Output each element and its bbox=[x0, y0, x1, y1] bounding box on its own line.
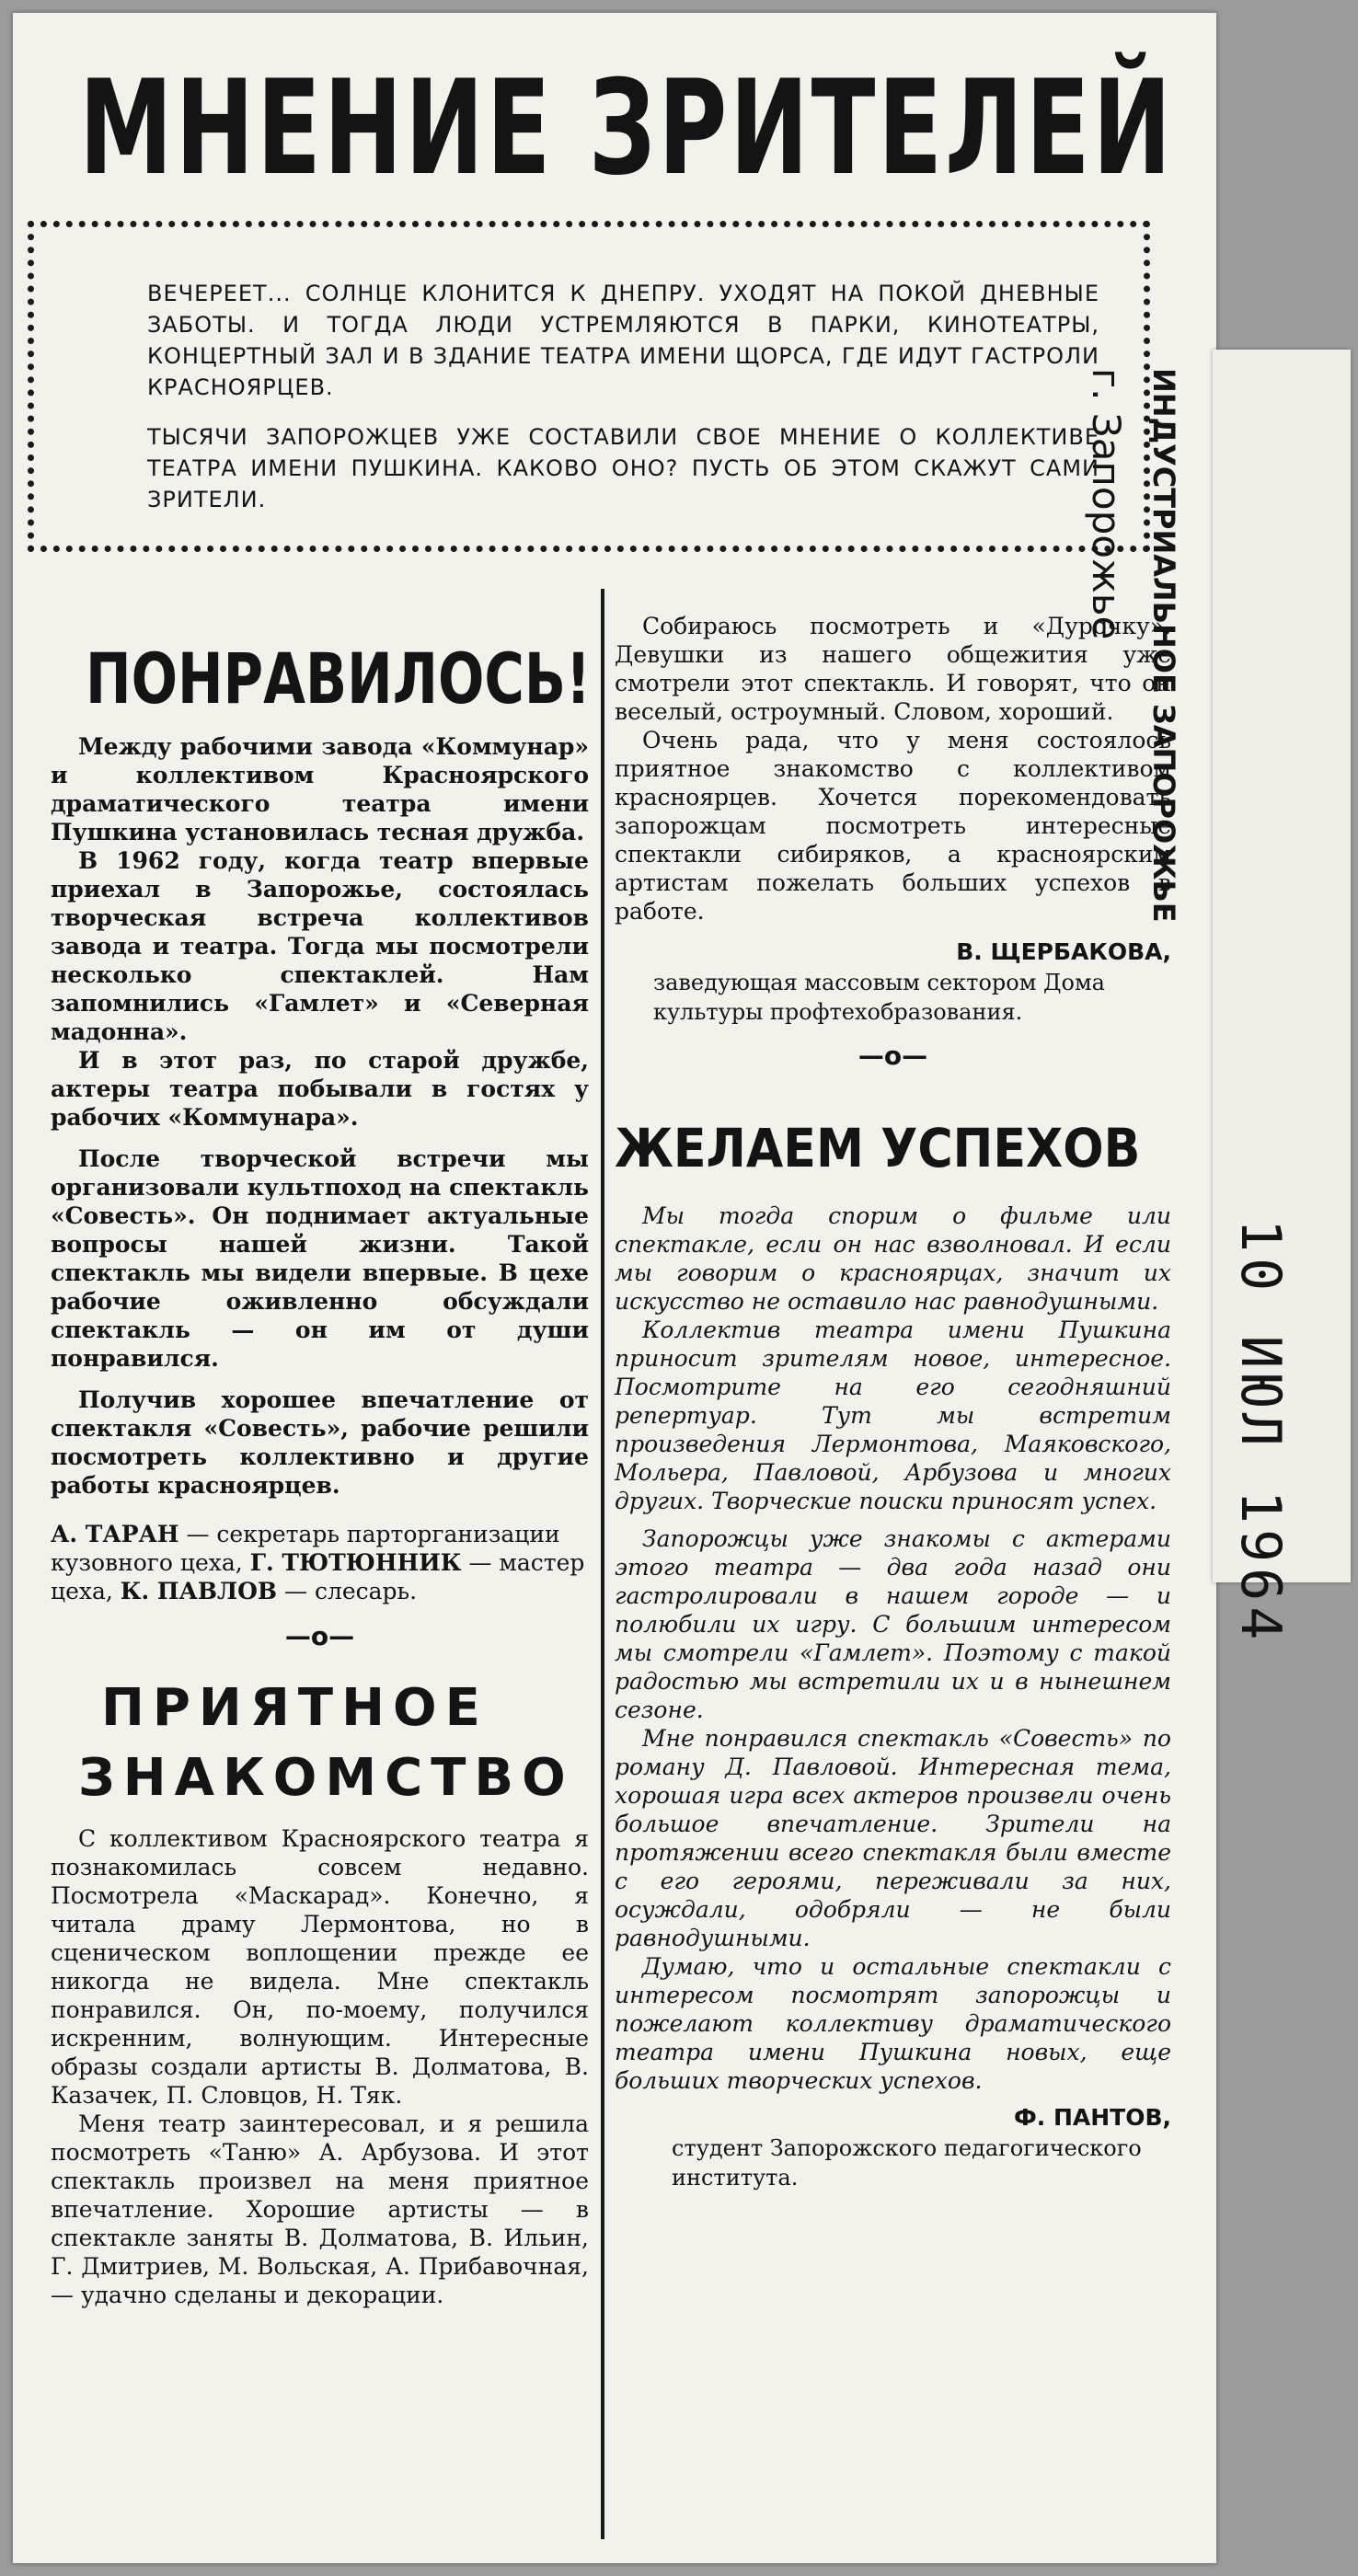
article-1-signatures bbox=[51, 1520, 589, 1605]
signature-name: Г. ТЮТЮННИК bbox=[249, 1549, 462, 1576]
signature-name: А. ТАРАН bbox=[51, 1521, 179, 1547]
article-1-paragraph: Между рабочими завода «Коммунар» и коллективом Красноярского драматического театра имени Пушкина установилась тесная дружба. bbox=[51, 733, 589, 845]
signature-role: — секретарь парторганизации кузовного цеха, bbox=[51, 1521, 560, 1576]
article-3-paragraph: Думаю, что и остальные спектакли с интересом посмотрят запорожцы и пожелают коллективу драматического театра имени Пушкина новых, еще больших творческих успехов. bbox=[615, 1953, 1171, 2094]
article-2-paragraph: Очень рада, что у меня состоялось приятное знакомство с коллективом красноярцев. Хочется порекомендовать запорожцам посмотреть интересные спектакли сибиряков, а красноярским артистам пожелать больших успехов в работе. bbox=[615, 727, 1171, 925]
separator: —о— bbox=[857, 1041, 928, 1071]
article-1-headline: ПОНРАВИЛОСЬ! bbox=[86, 638, 592, 719]
masthead-title: МНЕНИЕ ЗРИТЕЛЕЙ bbox=[79, 52, 1174, 204]
article-3-paragraph: Коллектив театра имени Пушкина приносит зрителям новое, интересное. Посмотрите на его сегодняшний репертуар. Тут мы встретим произведения Лермонтова, Маяковского, Мольера, Павловой, Арбузова и многих других. Творческие поиски приносят успех. bbox=[615, 1317, 1171, 1514]
article-3-paragraph: Мы тогда спорим о фильме или спектакле, если он нас взволновал. И если мы говорим о красноярцах, значит их искусство не оставило нас равнодушными. bbox=[615, 1202, 1171, 1315]
article-2-signature-role: заведующая массовым сектором Дома культуры профтехобразования. bbox=[653, 970, 1105, 1025]
article-2-headline-line-1: ПРИЯТНОЕ bbox=[101, 1678, 489, 1738]
article-1-paragraph: После творческой встречи мы организовали культпоход на спектакль «Совесть». Он поднимает актуальные вопросы нашей жизни. Такой спектакль мы видели впервые. В цехе рабочие оживленно обсуждали спектакль — он им от души понравился. bbox=[51, 1145, 589, 1372]
article-1-paragraph: И в этот раз, по старой дружбе, актеры театра побывали в гостях у рабочих «Коммунара». bbox=[51, 1047, 589, 1131]
article-2-continued bbox=[615, 612, 1171, 2192]
signature-name: К. ПАВЛОВ bbox=[120, 1578, 278, 1604]
article-1-paragraph: Получив хорошее впечатление от спектакля «Совесть», рабочие решили посмотреть коллективно и другие работы красноярцев. bbox=[51, 1386, 589, 1499]
signature-role: — слесарь. bbox=[277, 1578, 418, 1604]
date-stamp: 10 ИЮЛ 1964 bbox=[1228, 1219, 1293, 1646]
intro-paragraph-1: ВЕЧЕРЕЕТ... СОЛНЦЕ КЛОНИТСЯ К ДНЕПРУ. УХОДЯТ НА ПОКОЙ ДНЕВНЫЕ ЗАБОТЫ. И ТОГДА ЛЮДИ УСТРЕМЛЯЮТСЯ В ПАРКИ, КИНОТЕАТРЫ, КОНЦЕРТНЫЙ ЗАЛ И В ЗДАНИЕ ТЕАТРА ИМЕНИ ЩОРСА, ГДЕ ИДУТ ГАСТРОЛИ КРАСНОЯРЦЕВ. bbox=[147, 281, 1099, 400]
article-1-paragraph: В 1962 году, когда театр впервые приехал в Запорожье, состоялась творческая встреча коллективов завода и театра. Тогда мы посмотрели несколько спектаклей. Нам запомнились «Гамлет» и «Северная мадонна». bbox=[51, 847, 589, 1045]
column-divider bbox=[601, 589, 604, 2539]
signature-role: — мастер цеха, bbox=[51, 1549, 585, 1604]
publication-name: ИНДУСТРИАЛЬНОЕ ЗАПОРОЖЬЕ bbox=[1146, 368, 1181, 923]
article-3-signature-role: студент Запорожского педагогического института. bbox=[672, 2135, 1142, 2191]
article-2-paragraph: Собираюсь посмотреть и «Дурочку». Девушки из нашего общежития уже смотрели этот спектакль. И говорят, что он веселый, остроумный. Словом, хороший. bbox=[615, 613, 1171, 725]
intro-paragraph-2: ТЫСЯЧИ ЗАПОРОЖЦЕВ УЖЕ СОСТАВИЛИ СВОЕ МНЕНИЕ О КОЛЛЕКТИВЕ ТЕАТРА ИМЕНИ ПУШКИНА. КАКОВО ОНО? ПУСТЬ ОБ ЭТОМ СКАЖУТ САМИ ЗРИТЕЛИ. bbox=[147, 424, 1099, 512]
article-ponravilos bbox=[51, 633, 592, 2309]
article-3-signature-name: Ф. ПАНТОВ, bbox=[1013, 2104, 1171, 2131]
article-2-headline-line-2: ЗНАКОМСТВО bbox=[78, 1748, 574, 1808]
article-3-headline: ЖЕЛАЕМ УСПЕХОВ bbox=[615, 1117, 1141, 1179]
article-2-paragraph: Меня театр заинтересовал, и я решила посмотреть «Таню» А. Арбузова. И этот спектакль произвел на меня приятное впечатление. Хорошие артисты — в спектакле заняты В. Долматова, В. Ильин, Г. Дмитриев, М. Вольская, А. Прибавочная, — удачно сделаны и декорации. bbox=[51, 2110, 589, 2308]
article-2-signature-name: В. ЩЕРБАКОВА, bbox=[956, 938, 1171, 965]
separator: —о— bbox=[284, 1621, 355, 1651]
publication-city: г. Запорожье bbox=[1084, 368, 1129, 640]
article-2-paragraph: С коллективом Красноярского театра я познакомилась совсем недавно. Посмотрела «Маскарад». Конечно, я читала драму Лермонтова, но в сценическом воплощении прежде ее никогда не видела. Мне спектакль понравился. Он, по-моему, получился искренним, волнующим. Интересные образы создали артисты В. Долматова, В. Казачек, П. Словцов, Н. Тяк. bbox=[51, 1825, 589, 2109]
article-3-paragraph: Мне понравился спектакль «Совесть» по роману Д. Павловой. Интересная тема, хорошая игра всех актеров произвели очень большое впечатление. Зрители на протяжении всего спектакля были вместе с его героями, переживали за них, осуждали, одобряли — не были равнодушными. bbox=[615, 1725, 1171, 1951]
article-3-paragraph: Запорожцы уже знакомы с актерами этого театра — два года назад они гастролировали в нашем городе — и полюбили их игру. С большим интересом мы смотрели «Гамлет». Поэтому с такой радостью мы встретили их и в нынешнем сезоне. bbox=[615, 1525, 1171, 1723]
